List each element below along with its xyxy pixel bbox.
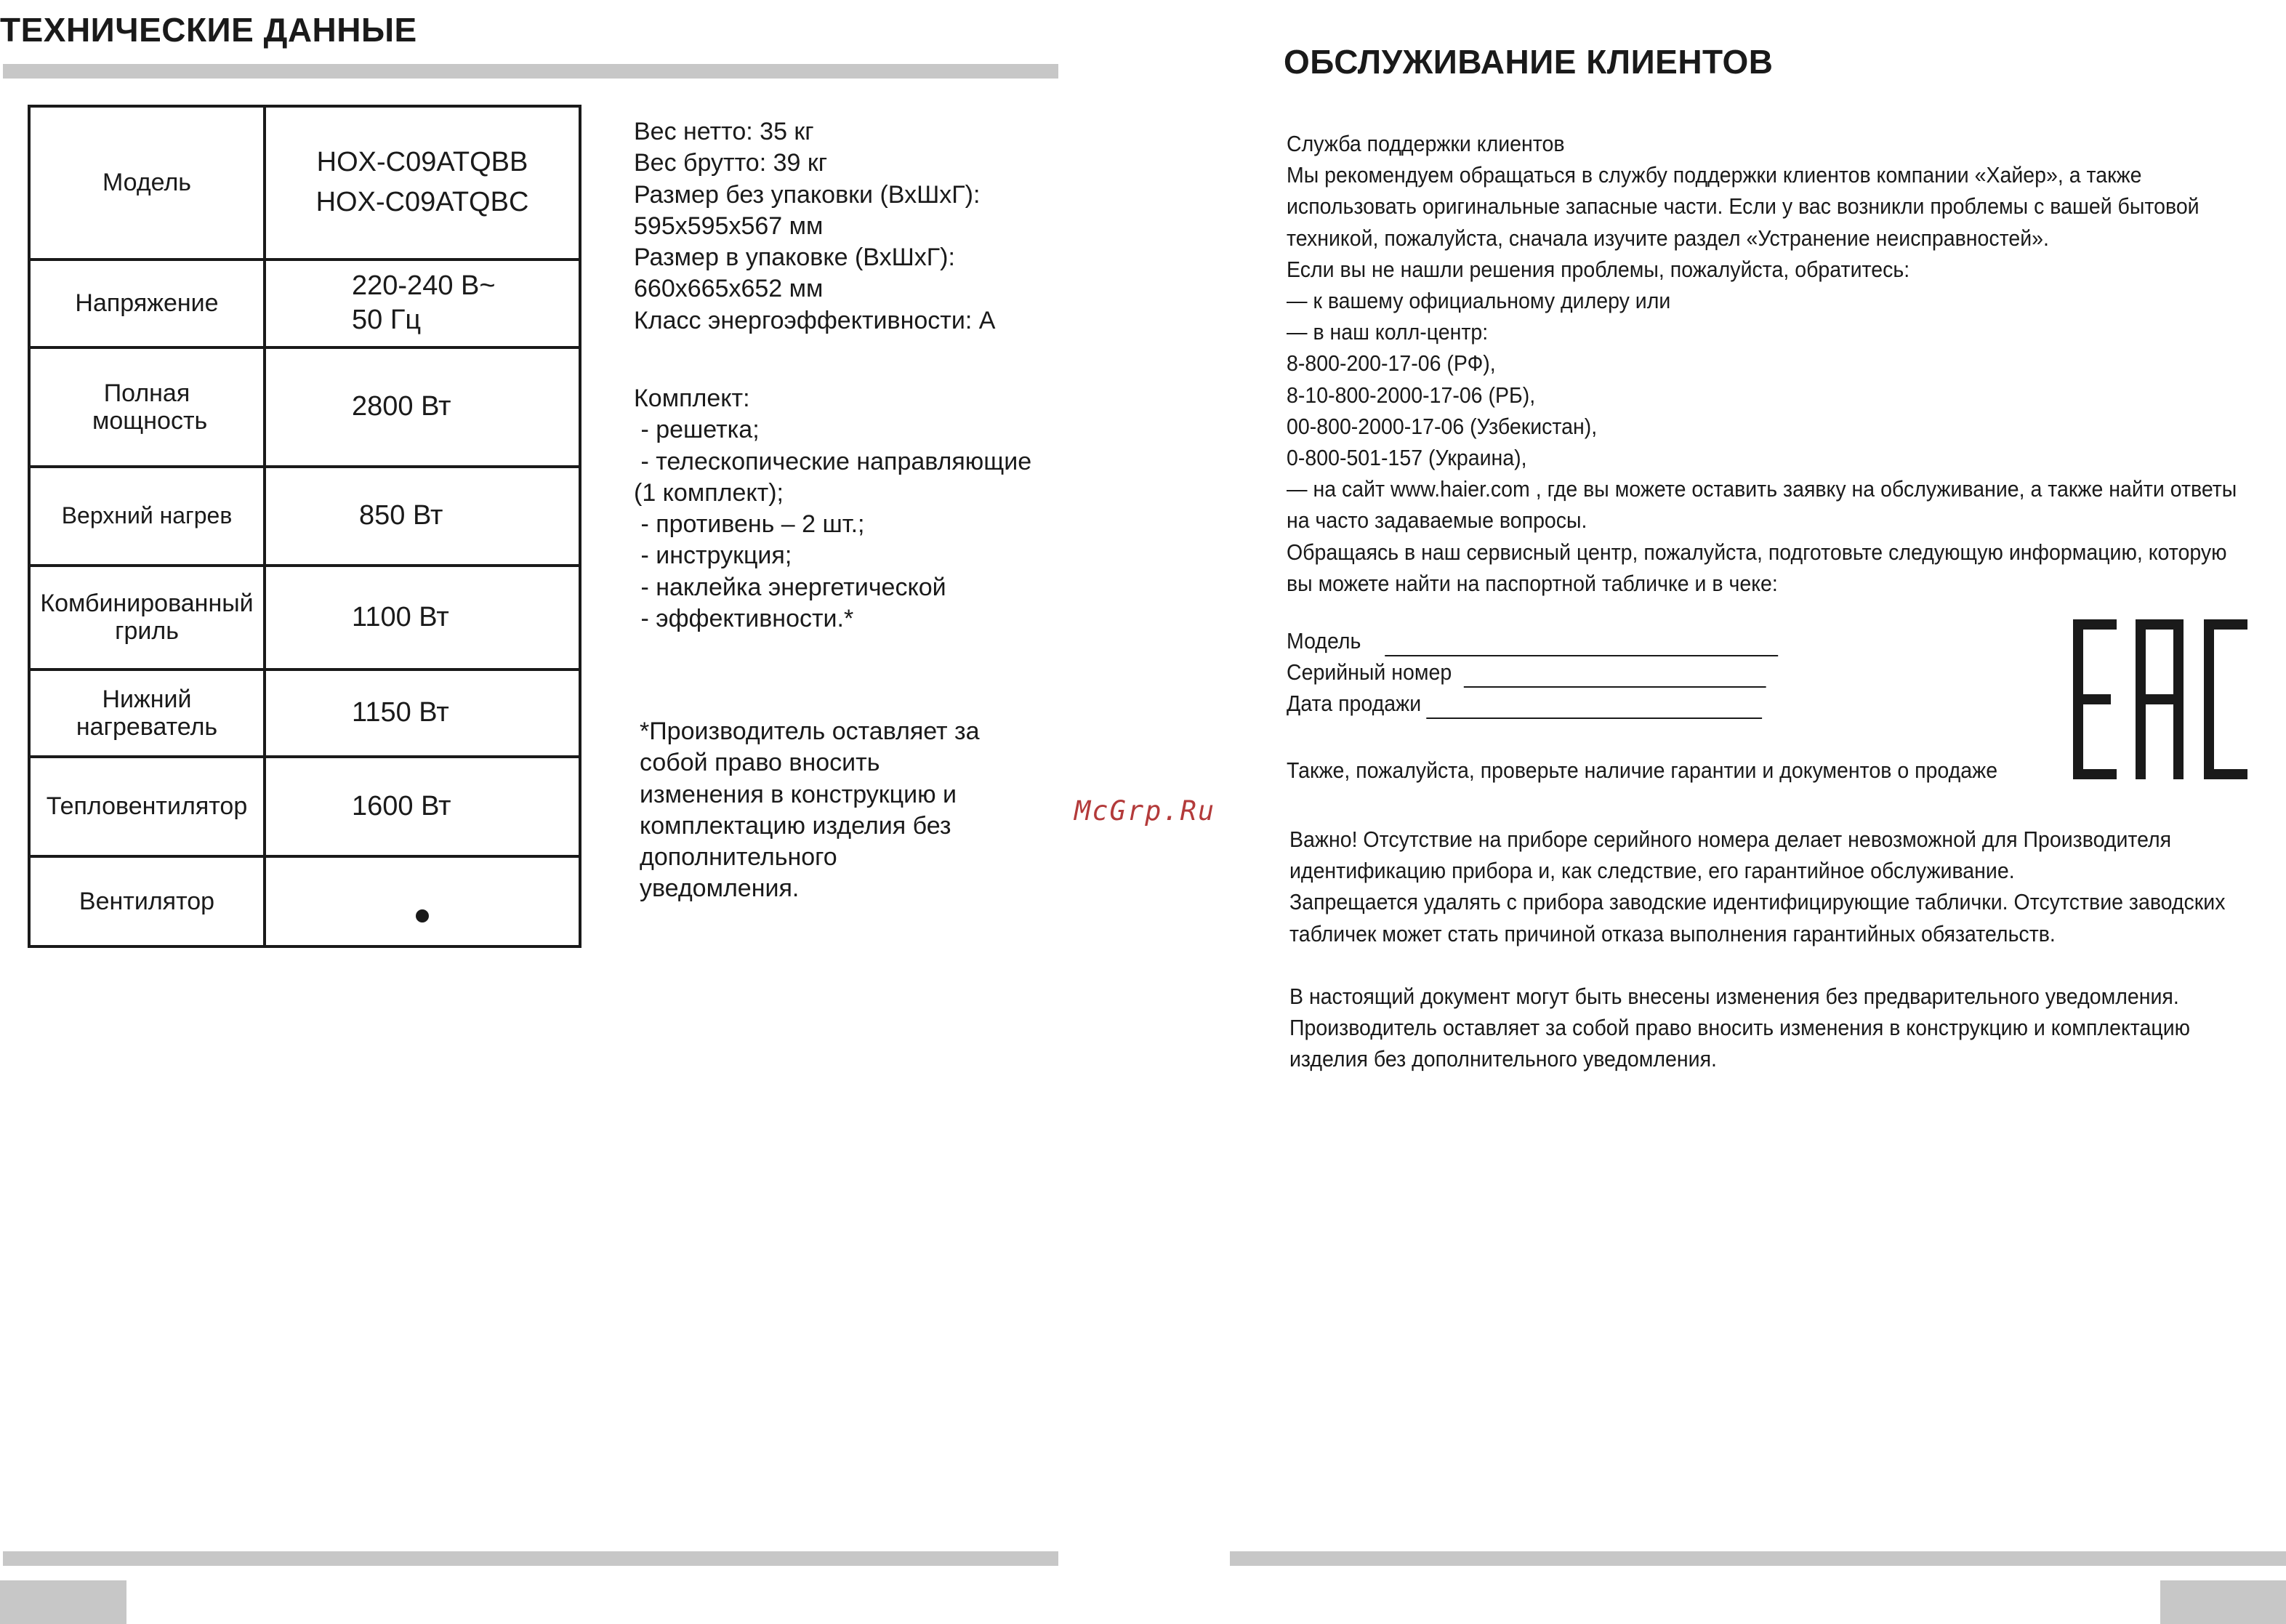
important-line: табличек может стать причиной отказа выполнения гарантийных обязательств. <box>1289 920 2056 946</box>
kit-line: - инструкция; <box>634 542 792 570</box>
product-info-form <box>1287 625 1778 719</box>
right-footer-rule <box>1230 1551 2286 1566</box>
service-line: — к вашему официальному дилеру или <box>1287 288 1671 314</box>
document-note-line: изделия без дополнительного уведомления. <box>1289 1046 1717 1072</box>
specs-block <box>634 116 995 337</box>
footnote-line: уведомления. <box>640 875 800 903</box>
kit-line: - решетка; <box>634 416 760 444</box>
document-note-line: Производитель оставляет за собой право вносить изменения в конструкцию и комплектацию <box>1289 1015 2191 1041</box>
kit-line: - наклейка энергетической <box>634 573 946 601</box>
document-note-block <box>1289 981 2190 1075</box>
watermark: McGrp.Ru <box>1074 795 1216 827</box>
spec-label: Модель <box>29 106 265 260</box>
spec-label-text: Комбинированный гриль <box>40 590 254 646</box>
footnote-line: собой право вносить <box>640 749 880 777</box>
spec-table <box>28 105 581 948</box>
left-page-title: ТЕХНИЧЕСКИЕ ДАННЫЕ <box>0 11 417 49</box>
spec-value <box>265 106 580 260</box>
form-row-model <box>1287 625 1778 656</box>
table-row <box>29 566 580 669</box>
spec-label-text: Полная мощность <box>92 379 208 435</box>
right-page-tab <box>2160 1580 2286 1624</box>
phone-line: 8-10-800-2000-17-06 (РБ), <box>1287 382 1536 408</box>
table-row <box>29 106 580 260</box>
spec-line: 660х665х652 мм <box>634 275 824 303</box>
phone-line: 00-800-2000-17-06 (Узбекистан), <box>1287 413 1598 439</box>
form-label: Дата продажи <box>1287 690 1422 716</box>
phone-line: 0-800-501-157 (Украина), <box>1287 445 1527 471</box>
service-text <box>1287 128 2237 599</box>
spec-value: 1100 Вт <box>265 566 580 669</box>
frequency-value: 50 Гц <box>352 305 422 336</box>
form-label: Модель <box>1287 627 1361 654</box>
spec-line: Вес брутто: 39 кг <box>634 149 828 177</box>
check-note-text: Также, пожалуйста, проверьте наличие гарантии и документов о продаже <box>1287 757 1998 783</box>
check-note <box>1287 755 1997 786</box>
spec-line: Размер в упаковке (ВхШхГ): <box>634 244 955 272</box>
service-line: Обращаясь в наш сервисный центр, пожалуйста, подготовьте следующую информацию, которую <box>1287 539 2227 565</box>
table-row <box>29 670 580 757</box>
spec-label <box>29 670 265 757</box>
spec-value: 1600 Вт <box>265 757 580 856</box>
footnote-line: комплектацию изделия без <box>640 811 951 840</box>
spec-label: Тепловентилятор <box>29 757 265 856</box>
service-line: Если вы не нашли решения проблемы, пожалуйста, обратитесь: <box>1287 256 1910 282</box>
kit-line: - эффективности.* <box>634 605 854 633</box>
important-line: Запрещается удалять с прибора заводские идентифицирующие таблички. Отсутствие заводских <box>1289 889 2226 915</box>
service-line: вы можете найти на паспортной табличке и в чеке: <box>1287 570 1778 596</box>
spec-label: Напряжение <box>29 260 265 347</box>
spec-value: 850 Вт <box>265 467 580 566</box>
document-note-line: В настоящий документ могут быть внесены изменения без предварительного уведомления. <box>1289 984 2179 1009</box>
kit-line: - противень – 2 шт.; <box>634 510 865 539</box>
spec-label <box>29 347 265 467</box>
fan-present-dot <box>416 909 429 922</box>
service-line: на часто задаваемые вопросы. <box>1287 507 1587 534</box>
form-row-serial <box>1287 656 1778 688</box>
footnote-block <box>640 716 980 905</box>
kit-block <box>634 383 1031 635</box>
right-page-title: ОБСЛУЖИВАНИЕ КЛИЕНТОВ <box>1284 43 1774 81</box>
phone-line: 8-800-200-17-06 (РФ), <box>1287 350 1496 377</box>
footnote-line: *Производитель оставляет за <box>640 717 980 745</box>
service-line: — на сайт www.haier.com , где вы можете оставить заявку на обслуживание, а также найти ответы <box>1287 476 2237 502</box>
spec-value: 1150 Вт <box>265 670 580 757</box>
spec-label <box>29 566 265 669</box>
service-line: — в наш колл-центр: <box>1287 319 1489 345</box>
left-page-tab <box>0 1580 126 1624</box>
important-block <box>1289 824 2225 949</box>
footnote-line: изменения в конструкцию и <box>640 780 957 808</box>
left-header-rule <box>3 64 1058 79</box>
voltage-value: 220-240 В~ <box>352 270 496 301</box>
table-row <box>29 260 580 347</box>
kit-line: (1 комплект); <box>634 478 784 507</box>
spec-value <box>265 856 580 946</box>
spec-value <box>265 260 580 347</box>
form-row-date <box>1287 688 1778 719</box>
kit-line: Комплект: <box>634 385 750 412</box>
serial-blank-line[interactable] <box>1464 664 1766 688</box>
model-blank-line[interactable] <box>1385 633 1778 656</box>
spec-label-text: Нижний нагреватель <box>76 685 218 741</box>
important-line: Важно! Отсутствие на приборе серийного номера делает невозможной для Производителя <box>1289 827 2172 852</box>
spec-line: Вес нетто: 35 кг <box>634 118 814 145</box>
spec-label: Верхний нагрев <box>29 467 265 566</box>
footnote-line: дополнительного <box>640 843 837 872</box>
service-line: использовать оригинальные запасные части. Если у вас возникли проблемы с вашей бытовой <box>1287 193 2200 220</box>
left-footer-rule <box>3 1551 1058 1566</box>
model-value-2: HOX-C09ATQBC <box>315 187 529 218</box>
form-label: Серийный номер <box>1287 659 1452 685</box>
spec-line: Класс энергоэффективности: А <box>634 306 996 334</box>
table-row <box>29 856 580 946</box>
date-blank-line[interactable] <box>1426 696 1762 719</box>
kit-line: - телескопические направляющие <box>634 447 1032 475</box>
spec-line: 595х595х567 мм <box>634 212 824 240</box>
spec-label: Вентилятор <box>29 856 265 946</box>
service-line: Служба поддержки клиентов <box>1287 131 1565 156</box>
table-row <box>29 757 580 856</box>
service-line: Мы рекомендуем обращаться в службу поддержки клиентов компании «Хайер», а также <box>1287 162 2142 188</box>
important-line: идентификацию прибора и, как следствие, его гарантийное обслуживание. <box>1289 858 2015 884</box>
eac-mark-icon <box>2073 619 2247 779</box>
table-row <box>29 347 580 467</box>
spec-value: 2800 Вт <box>265 347 580 467</box>
service-line: техникой, пожалуйста, сначала изучите раздел «Устранение неисправностей». <box>1287 225 2049 251</box>
table-row <box>29 467 580 566</box>
spec-line: Размер без упаковки (ВхШхГ): <box>634 180 981 209</box>
model-value-1: HOX-C09ATQBB <box>316 147 528 178</box>
